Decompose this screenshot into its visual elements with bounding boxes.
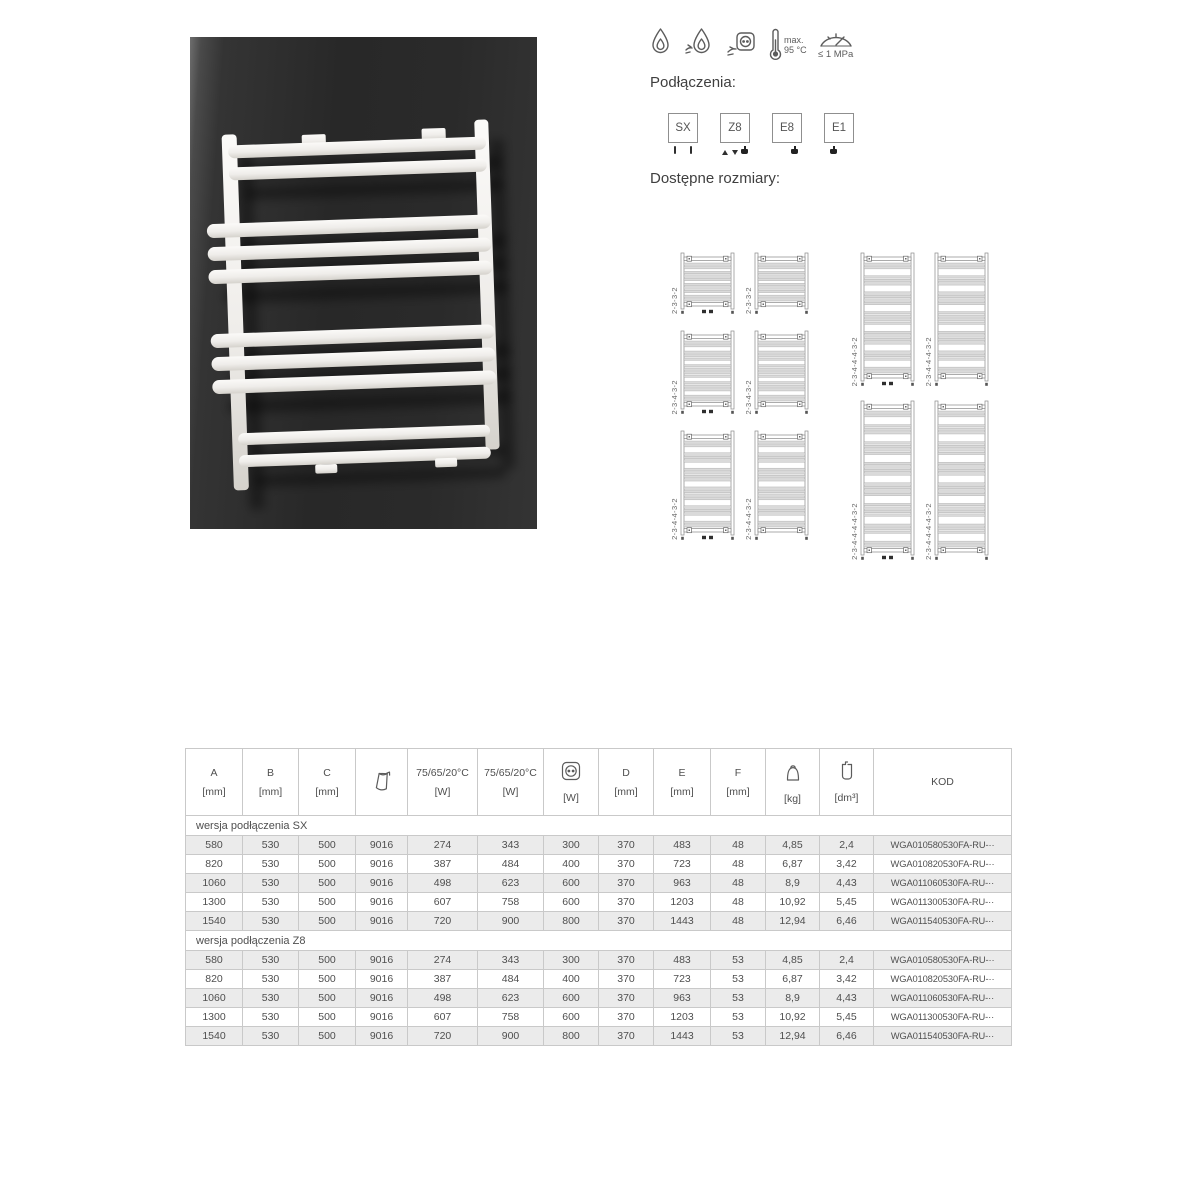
size-diagram-drawing xyxy=(680,252,735,314)
cell: 400 xyxy=(544,970,599,989)
cell: 10,92 xyxy=(766,1008,820,1027)
size-diagram xyxy=(670,330,735,414)
col-header-unit: [mm] xyxy=(258,785,283,798)
size-diagram-drawing xyxy=(934,400,989,560)
cell: 580 xyxy=(186,836,243,855)
connection-type-z8 xyxy=(720,113,750,158)
cell: 500 xyxy=(299,970,356,989)
col-header-unit: [mm] xyxy=(315,785,339,798)
table-row xyxy=(186,951,1012,970)
cell: 758 xyxy=(478,893,544,912)
size-diagram xyxy=(850,252,915,386)
cell: 5,45 xyxy=(820,1008,874,1027)
cell: 530 xyxy=(243,1008,299,1027)
cell: 9016 xyxy=(356,874,408,893)
cell: WGA011540530FA-RU-·· xyxy=(874,1027,1012,1046)
cell: 1443 xyxy=(654,1027,711,1046)
cell: 6,46 xyxy=(820,1027,874,1046)
section-label: wersja podłączenia Z8 xyxy=(186,931,1012,951)
size-diagram xyxy=(744,252,809,314)
cell: 8,9 xyxy=(766,989,820,1008)
connection-type-e8 xyxy=(772,113,802,158)
cell: 4,85 xyxy=(766,951,820,970)
cell: 4,43 xyxy=(820,874,874,893)
cell: 723 xyxy=(654,970,711,989)
size-diagram-drawing xyxy=(754,252,809,314)
cell: 2,4 xyxy=(820,951,874,970)
table-header-row xyxy=(186,749,1012,816)
cell: 800 xyxy=(544,912,599,931)
table-row xyxy=(186,1027,1012,1046)
pressure-label: ≤ 1 MPa xyxy=(817,49,854,60)
cell: 530 xyxy=(243,912,299,931)
col-header-label: 75/65/20°C xyxy=(416,766,469,779)
cell: 12,94 xyxy=(766,912,820,931)
socket-icon xyxy=(560,760,582,785)
table-row xyxy=(186,874,1012,893)
thermometer-temp-label: 95 °C xyxy=(784,44,807,55)
size-diagram xyxy=(744,430,809,540)
cell: 758 xyxy=(478,1008,544,1027)
col-header xyxy=(599,749,654,816)
cell: 900 xyxy=(478,1027,544,1046)
cell: 1443 xyxy=(654,912,711,931)
cell: 370 xyxy=(599,893,654,912)
cell: 9016 xyxy=(356,855,408,874)
cell: 1300 xyxy=(186,1008,243,1027)
paint-can-icon xyxy=(373,769,391,796)
cell: 53 xyxy=(711,970,766,989)
section-header-row xyxy=(186,816,1012,836)
connection-box-label: Z8 xyxy=(720,113,750,143)
cell: 484 xyxy=(478,855,544,874)
cell: 1540 xyxy=(186,912,243,931)
radiator-illustration xyxy=(190,37,537,529)
cell: 274 xyxy=(408,951,478,970)
cell: 500 xyxy=(299,836,356,855)
connection-type-e1 xyxy=(824,113,854,158)
cell: 1060 xyxy=(186,874,243,893)
col-header-label: 75/65/20°C xyxy=(484,766,537,779)
cell: 600 xyxy=(544,989,599,1008)
cell: 530 xyxy=(243,989,299,1008)
cell: 387 xyxy=(408,855,478,874)
size-diagram-label: 2-3-4-4-4-3-2 xyxy=(924,336,933,386)
cell: 963 xyxy=(654,874,711,893)
cell: 530 xyxy=(243,836,299,855)
cell: 580 xyxy=(186,951,243,970)
cell: 53 xyxy=(711,1008,766,1027)
cell: 500 xyxy=(299,855,356,874)
cell: 4,43 xyxy=(820,989,874,1008)
size-diagram-label: 2-3-4-3-2 xyxy=(744,379,753,414)
cell: 48 xyxy=(711,874,766,893)
col-header-unit: [kg] xyxy=(784,792,801,805)
cell: 387 xyxy=(408,970,478,989)
cell: 9016 xyxy=(356,970,408,989)
col-header-unit: [W] xyxy=(563,792,579,804)
cell: WGA010820530FA-RU-·· xyxy=(874,855,1012,874)
cell: 370 xyxy=(599,874,654,893)
cell: 483 xyxy=(654,951,711,970)
cell: 10,92 xyxy=(766,893,820,912)
cell: 370 xyxy=(599,1027,654,1046)
weight-icon xyxy=(783,760,803,786)
table-row xyxy=(186,1008,1012,1027)
spec-table xyxy=(185,748,1012,1046)
size-diagram xyxy=(924,400,989,560)
cell: 343 xyxy=(478,951,544,970)
cell: 820 xyxy=(186,855,243,874)
col-header xyxy=(820,749,874,816)
table-row xyxy=(186,912,1012,931)
cell: 600 xyxy=(544,874,599,893)
cell: 1540 xyxy=(186,1027,243,1046)
cell: 370 xyxy=(599,1008,654,1027)
size-diagram-label: 2-3-3-2 xyxy=(744,287,753,314)
cell: 3,42 xyxy=(820,855,874,874)
cell: 300 xyxy=(544,951,599,970)
connection-type-sx xyxy=(668,113,698,158)
col-header xyxy=(356,749,408,816)
cell: 500 xyxy=(299,989,356,1008)
col-header xyxy=(243,749,299,816)
cell: 498 xyxy=(408,874,478,893)
cell: 3,42 xyxy=(820,970,874,989)
cell: 530 xyxy=(243,970,299,989)
size-diagram xyxy=(924,252,989,386)
cell: 370 xyxy=(599,912,654,931)
cell: 48 xyxy=(711,912,766,931)
size-diagram-label: 2-3-4-3-2 xyxy=(670,379,679,414)
table-row xyxy=(186,836,1012,855)
cell: 12,94 xyxy=(766,1027,820,1046)
size-diagram-drawing xyxy=(860,400,915,560)
pressure-gauge-icon xyxy=(818,29,854,60)
col-header-unit: [W] xyxy=(434,785,451,798)
col-header xyxy=(766,749,820,816)
cell: 607 xyxy=(408,893,478,912)
col-header-unit: [mm] xyxy=(202,785,226,798)
col-header xyxy=(874,749,1012,816)
cell: 48 xyxy=(711,855,766,874)
size-diagram xyxy=(744,330,809,414)
cell: 274 xyxy=(408,836,478,855)
thermometer-icon xyxy=(768,28,807,62)
connection-types-row xyxy=(668,113,854,158)
cell: 483 xyxy=(654,836,711,855)
col-header xyxy=(654,749,711,816)
cell: 6,87 xyxy=(766,855,820,874)
cell: 9016 xyxy=(356,951,408,970)
col-header xyxy=(186,749,243,816)
col-header-label: KOD xyxy=(931,776,954,788)
cell: 400 xyxy=(544,855,599,874)
size-diagram-drawing xyxy=(680,330,735,414)
connections-title: Podłączenia: xyxy=(650,74,736,91)
cell: 1203 xyxy=(654,893,711,912)
col-header-unit: [mm] xyxy=(726,785,750,798)
col-header xyxy=(478,749,544,816)
cell: 53 xyxy=(711,951,766,970)
cell: WGA011540530FA-RU-·· xyxy=(874,912,1012,931)
cell: WGA010580530FA-RU-·· xyxy=(874,951,1012,970)
connection-box-label: E8 xyxy=(772,113,802,143)
cell: 9016 xyxy=(356,1008,408,1027)
section-label: wersja podłączenia SX xyxy=(186,816,1012,836)
table-row xyxy=(186,893,1012,912)
cell: 500 xyxy=(299,1008,356,1027)
col-header-label: D xyxy=(622,766,630,779)
cell: 723 xyxy=(654,855,711,874)
cell: 720 xyxy=(408,1027,478,1046)
cell: 2,4 xyxy=(820,836,874,855)
cell: 530 xyxy=(243,893,299,912)
col-header-label: B xyxy=(266,766,274,779)
cell: 6,87 xyxy=(766,970,820,989)
section-header-row xyxy=(186,931,1012,951)
col-header-label: C xyxy=(323,766,331,779)
cell: 500 xyxy=(299,874,356,893)
table-row xyxy=(186,989,1012,1008)
size-diagram-label: 2-3-3-2 xyxy=(670,287,679,314)
cell: WGA011060530FA-RU-·· xyxy=(874,989,1012,1008)
cell: 1060 xyxy=(186,989,243,1008)
cell: 498 xyxy=(408,989,478,1008)
cell: 53 xyxy=(711,1027,766,1046)
cell: 370 xyxy=(599,970,654,989)
cell: 963 xyxy=(654,989,711,1008)
size-diagram-drawing xyxy=(934,252,989,386)
size-diagram-label: 2-3-4-4-3-2 xyxy=(744,498,753,540)
size-diagram-drawing xyxy=(860,252,915,386)
cell: 1203 xyxy=(654,1008,711,1027)
product-photo xyxy=(190,37,537,529)
sizes-title: Dostępne rozmiary: xyxy=(650,170,781,187)
cell: 623 xyxy=(478,989,544,1008)
feature-icon-row xyxy=(648,26,854,63)
cell: WGA011300530FA-RU-·· xyxy=(874,1008,1012,1027)
cell: 9016 xyxy=(356,893,408,912)
cell: 530 xyxy=(243,874,299,893)
cell: 370 xyxy=(599,836,654,855)
cell: 9016 xyxy=(356,1027,408,1046)
cell: 500 xyxy=(299,893,356,912)
cell: WGA011300530FA-RU-·· xyxy=(874,893,1012,912)
connection-marks xyxy=(772,146,802,158)
col-header xyxy=(711,749,766,816)
cell: 370 xyxy=(599,989,654,1008)
cell: 48 xyxy=(711,893,766,912)
cell: 530 xyxy=(243,855,299,874)
connection-box-label: E1 xyxy=(824,113,854,143)
cell: 53 xyxy=(711,989,766,1008)
water-drop-icon xyxy=(648,26,673,63)
cell: 370 xyxy=(599,951,654,970)
cell: 6,46 xyxy=(820,912,874,931)
cell: 300 xyxy=(544,836,599,855)
cell: 530 xyxy=(243,951,299,970)
cell: 600 xyxy=(544,893,599,912)
cell: 484 xyxy=(478,970,544,989)
col-header-unit: [mm] xyxy=(614,785,638,798)
col-header-unit: [W] xyxy=(502,785,519,798)
cell: 500 xyxy=(299,912,356,931)
cell: 343 xyxy=(478,836,544,855)
water-electric-drop-icon xyxy=(684,26,714,63)
col-header-label: F xyxy=(734,766,742,779)
size-diagram-drawing xyxy=(680,430,735,540)
cell: 370 xyxy=(599,855,654,874)
col-header-unit: [dm³] xyxy=(834,792,859,804)
size-diagram-drawing xyxy=(754,330,809,414)
thermometer-max-label: max. xyxy=(784,34,804,45)
connection-marks xyxy=(720,146,750,158)
size-diagram xyxy=(670,252,735,314)
size-diagram-label: 2-3-4-4-3-2 xyxy=(670,498,679,540)
cell: 9016 xyxy=(356,912,408,931)
cell: 9016 xyxy=(356,836,408,855)
socket-plug-icon xyxy=(725,26,757,63)
table-row xyxy=(186,970,1012,989)
size-diagram-label: 2-3-4-4-4-4-3-2 xyxy=(850,503,859,560)
cell: 820 xyxy=(186,970,243,989)
connection-box-label: SX xyxy=(668,113,698,143)
cell: 1300 xyxy=(186,893,243,912)
size-diagram-label: 2-3-4-4-4-4-3-2 xyxy=(924,503,933,560)
size-diagram xyxy=(670,430,735,540)
cell: 9016 xyxy=(356,989,408,1008)
cell: 500 xyxy=(299,1027,356,1046)
cell: 623 xyxy=(478,874,544,893)
cell: WGA010580530FA-RU-·· xyxy=(874,836,1012,855)
volume-icon xyxy=(839,760,855,785)
cell: 5,45 xyxy=(820,893,874,912)
cell: 800 xyxy=(544,1027,599,1046)
col-header-label: E xyxy=(678,766,686,779)
cell: 720 xyxy=(408,912,478,931)
col-header xyxy=(299,749,356,816)
cell: WGA011060530FA-RU-·· xyxy=(874,874,1012,893)
cell: 600 xyxy=(544,1008,599,1027)
size-diagram-label: 2-3-4-4-4-3-2 xyxy=(850,336,859,386)
cell: WGA010820530FA-RU-·· xyxy=(874,970,1012,989)
col-header xyxy=(544,749,599,816)
cell: 607 xyxy=(408,1008,478,1027)
cell: 48 xyxy=(711,836,766,855)
connection-marks xyxy=(668,146,698,158)
cell: 530 xyxy=(243,1027,299,1046)
connection-marks xyxy=(824,146,854,158)
cell: 8,9 xyxy=(766,874,820,893)
table-row xyxy=(186,855,1012,874)
cell: 900 xyxy=(478,912,544,931)
cell: 4,85 xyxy=(766,836,820,855)
size-diagram-drawing xyxy=(754,430,809,540)
col-header-label: A xyxy=(210,766,218,779)
size-diagram xyxy=(850,400,915,560)
col-header xyxy=(408,749,478,816)
cell: 500 xyxy=(299,951,356,970)
col-header-unit: [mm] xyxy=(670,785,694,798)
